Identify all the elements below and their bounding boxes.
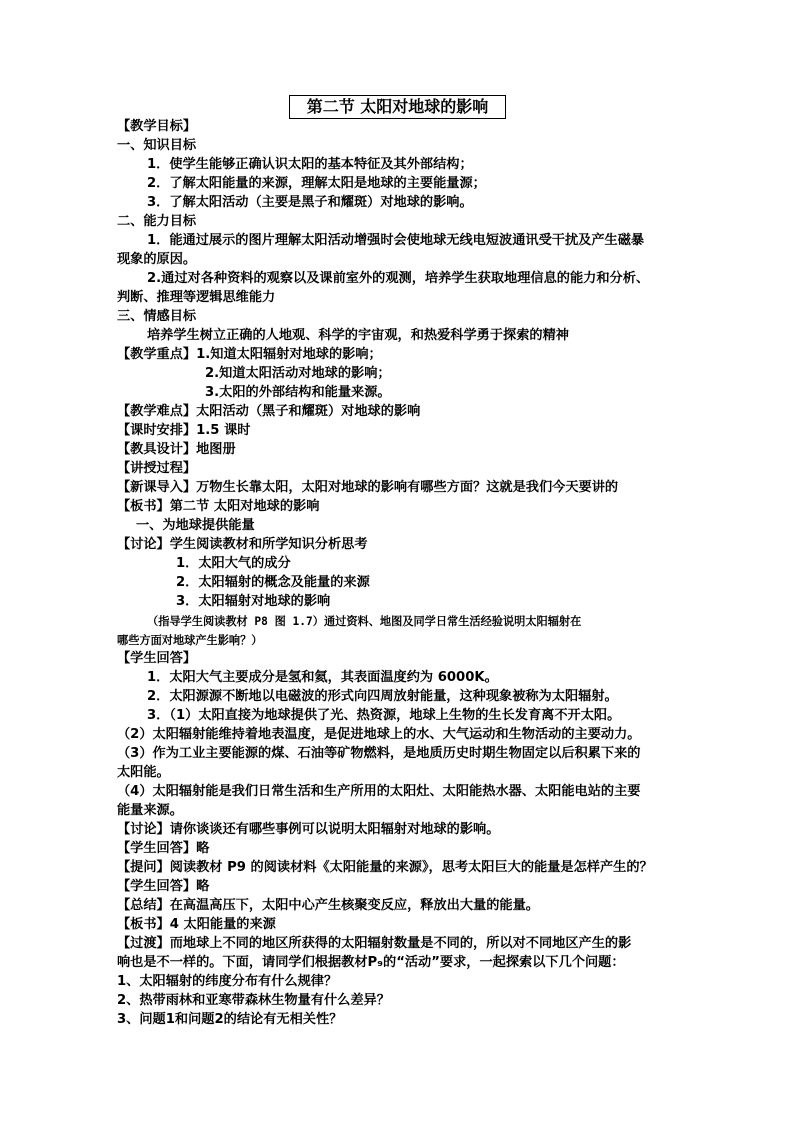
question-item: 1、太阳辐射的纬度分布有什么规律？ <box>117 974 338 989</box>
text-line: 2．了解太阳能量的来源，理解太阳是地球的主要能量源； <box>147 176 486 191</box>
text-line: 2.通过对各种资料的观察以及课前室外的观测，培养学生获取地理信息的能力和分析、 <box>147 271 650 286</box>
text-line: 【板书】4 太阳能量的来源 <box>117 917 276 932</box>
text-line: 判断、推理等逻辑思维能力 <box>117 290 276 305</box>
question-item: 3、问题1和问题2的结论有无相关性？ <box>117 1012 343 1027</box>
subsection-heading: 一、知识目标 <box>117 138 197 153</box>
text-line: 1．太阳大气主要成分是氢和氦，其表面温度约为 6000K。 <box>147 670 498 685</box>
text-line: 3．（1）太阳直接为地球提供了光、热资源，地球上生物的生长发育离不开太阳。 <box>147 708 621 723</box>
text-line: 【教学难点】太阳活动（黑子和耀斑）对地球的影响 <box>117 404 421 419</box>
text-line: 【板书】第二节 太阳对地球的影响 <box>117 499 320 514</box>
text-line: 1．能通过展示的图片理解太阳活动增强时会使地球无线电短波通讯受干扰及产生磁暴 <box>147 233 645 248</box>
text-line: 【讨论】请你谈谈还有哪些事例可以说明太阳辐射对地球的影响。 <box>117 822 500 837</box>
text-line: 【过渡】而地球上不同的地区所获得的太阳辐射数量是不同的，所以对不同地区产生的影 <box>117 936 632 951</box>
text-line: 培养学生树立正确的人地观、科学的宇宙观，和热爱科学勇于探索的精神 <box>147 328 569 343</box>
text-line: （4）太阳辐射能是我们日常生活和生产所用的太阳灶、太阳能热水器、太阳能电站的主要 <box>117 784 641 799</box>
text-line: 【课时安排】1.5 课时 <box>117 423 251 438</box>
subsection-heading: 二、能力目标 <box>117 214 197 229</box>
text-line: 响也是不一样的。下面，请同学们根据教材P₉的“活动”要求，一起探索以下几个问题： <box>117 955 625 970</box>
note-line: （指导学生阅读教材 P8 图 1.7）通过资料、地图及同学日常生活经验说明太阳辐射在 <box>147 615 582 628</box>
question-item: 2、热带雨林和亚寒带森林生物量有什么差异？ <box>117 993 390 1008</box>
document-title: 第二节 太阳对地球的影响 <box>289 95 506 119</box>
note-line: 哪些方面对地球产生影响？） <box>117 634 263 647</box>
text-line: （3）作为工业主要能源的煤、石油等矿物燃料，是地质历史时期生物固定以后积累下来的 <box>117 746 641 761</box>
section-heading: 【教学目标】 <box>117 119 197 134</box>
text-line: 1．太阳大气的成分 <box>176 556 291 571</box>
text-line: 【提问】阅读教材 P9 的阅读材料《太阳能量的来源》，思考太阳巨大的能量是怎样产生的？ <box>117 860 653 875</box>
text-line: 3．太阳辐射对地球的影响 <box>176 594 331 609</box>
text-line: 太阳能。 <box>117 765 170 780</box>
text-line: 【学生回答】略 <box>117 841 210 856</box>
text-line: 【教学重点】1.知道太阳辐射对地球的影响； <box>117 347 382 362</box>
text-line: 现象的原因。 <box>117 252 197 267</box>
text-line: 【学生回答】 <box>117 651 197 666</box>
text-line: 3.太阳的外部结构和能量来源。 <box>205 385 391 400</box>
text-line: 3．了解太阳活动（主要是黑子和耀斑）对地球的影响。 <box>147 195 473 210</box>
text-line: 【总结】在高温高压下，太阳中心产生核聚变反应，释放出大量的能量。 <box>117 898 539 913</box>
text-line: 2．太阳源源不断地以电磁波的形式向四周放射能量，这种现象被称为太阳辐射。 <box>147 689 618 704</box>
text-line: 【新课导入】万物生长靠太阳，太阳对地球的影响有哪些方面？这就是我们今天要讲的 <box>117 480 619 495</box>
text-line: 2.知道太阳活动对地球的影响； <box>205 366 391 381</box>
text-line: （2）太阳辐射能维持着地表温度，是促进地球上的水、大气运动和生物活动的主要动力。 <box>117 727 641 742</box>
text-line: 2．太阳辐射的概念及能量的来源 <box>176 575 370 590</box>
text-line: 【学生回答】略 <box>117 879 210 894</box>
text-line: 1．使学生能够正确认识太阳的基本特征及其外部结构； <box>147 157 473 172</box>
section-heading: 【讲授过程】 <box>117 461 197 476</box>
text-line: 【讨论】学生阅读教材和所学知识分析思考 <box>117 537 368 552</box>
text-line: 一、为地球提供能量 <box>136 518 255 533</box>
text-line: 能量来源。 <box>117 803 183 818</box>
text-line: 【教具设计】地图册 <box>117 442 236 457</box>
subsection-heading: 三、情感目标 <box>117 309 197 324</box>
